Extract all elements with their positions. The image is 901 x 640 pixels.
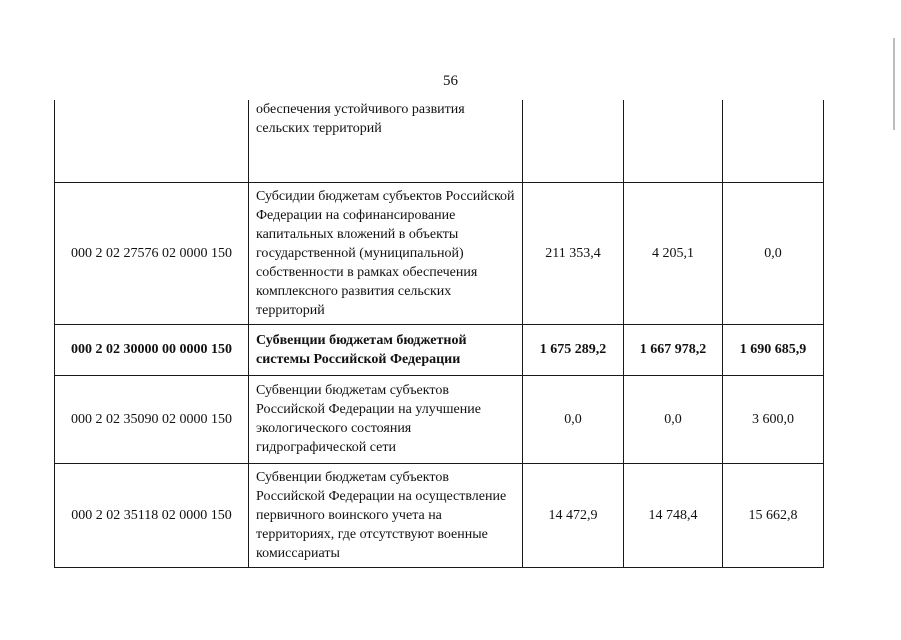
value-2021-cell: 4 205,1 [624, 182, 723, 324]
value-2020-cell [523, 100, 624, 182]
value-2022-cell: 0,0 [723, 182, 824, 324]
value-2022-cell: 3 600,0 [723, 375, 824, 463]
value-2021-cell: 0,0 [624, 375, 723, 463]
table-row-subtotal [55, 324, 824, 375]
item-name-cell: Субсидии бюджетам субъектов Российской Федерации на софинансирование капитальных вложений в объекты государственной (муниципальной) собственности в рамках обеспечения комплексного развития сельских территорий [249, 182, 523, 324]
table-row [55, 100, 824, 182]
value-2021-cell: 14 748,4 [624, 463, 723, 567]
value-2021-cell [624, 100, 723, 182]
value-2020-cell: 14 472,9 [523, 463, 624, 567]
budget-code-cell: 000 2 02 35090 02 0000 150 [55, 375, 249, 463]
budget-code-cell: 000 2 02 30000 00 0000 150 [55, 324, 249, 375]
value-2022-cell [723, 100, 824, 182]
budget-code-cell [55, 100, 249, 182]
value-2020-cell: 1 675 289,2 [523, 324, 624, 375]
item-name-cell: Субвенции бюджетам бюджетной системы Российской Федерации [249, 324, 523, 375]
item-name-cell: Субвенции бюджетам субъектов Российской Федерации на улучшение экологического состояния гидрографической сети [249, 375, 523, 463]
value-2021-cell: 1 667 978,2 [624, 324, 723, 375]
item-name-cell: обеспечения устойчивого развития сельских территорий [249, 100, 523, 182]
table-row [55, 375, 824, 463]
table-row [55, 463, 824, 567]
budget-code-cell: 000 2 02 27576 02 0000 150 [55, 182, 249, 324]
budget-revenue-table [54, 100, 824, 568]
value-2020-cell: 211 353,4 [523, 182, 624, 324]
page-number: 56 [443, 73, 458, 89]
scan-edge-mark [893, 38, 895, 130]
value-2020-cell: 0,0 [523, 375, 624, 463]
item-name-cell: Субвенции бюджетам субъектов Российской Федерации на осуществление первичного воинского учета на территориях, где отсутствуют военные комиссариаты [249, 463, 523, 567]
value-2022-cell: 1 690 685,9 [723, 324, 824, 375]
value-2022-cell: 15 662,8 [723, 463, 824, 567]
table-row [55, 182, 824, 324]
budget-code-cell: 000 2 02 35118 02 0000 150 [55, 463, 249, 567]
